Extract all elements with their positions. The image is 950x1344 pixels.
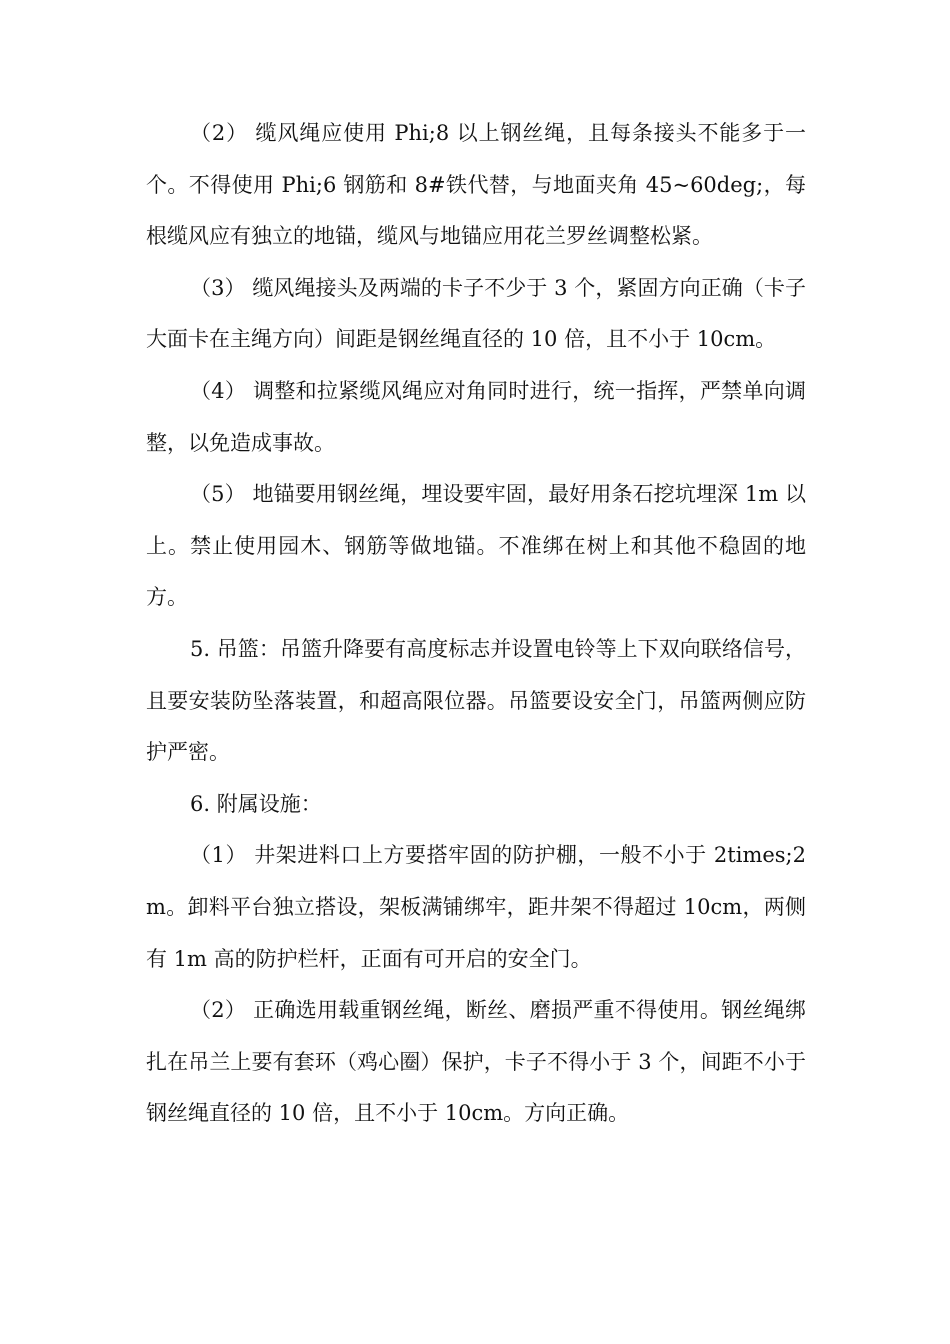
document-body	[146, 108, 806, 1140]
paragraph-guy-rope-tensioning: （4） 调整和拉紧缆风绳应对角同时进行，统一指挥，严禁单向调整，以免造成事故。	[146, 378, 806, 455]
paragraph-protective-shed: （1） 井架进料口上方要搭牢固的防护棚，一般不小于 2times;2m。卸料平台独立搭设，架板满铺绑牢，距井架不得超过 10cm，两侧有 1m 高的防护栏杆，正面有可开启的安全门。	[146, 843, 806, 971]
paragraph-guy-rope-clamps: （3） 缆风绳接头及两端的卡子不少于 3 个，紧固方向正确（卡子大面卡在主绳方向）间距是钢丝绳直径的 10 倍，且不小于 10cm。	[146, 275, 806, 352]
paragraph-guy-rope-material: （2） 缆风绳应使用 Phi;8 以上钢丝绳，且每条接头不能多于一个。不得使用 Phi;6 钢筋和 8#铁代替，与地面夹角 45~60deg;，每根缆风应有独立的地锚，缆风与地锚应用花兰罗丝调整松紧。	[146, 121, 806, 249]
section-heading-ancillary-facilities: 6. 附属设施：	[190, 791, 322, 816]
paragraph-hanging-basket: 5. 吊篮：吊篮升降要有高度标志并设置电铃等上下双向联络信号，且要安装防坠落装置，和超高限位器。吊篮要设安全门，吊篮两侧应防护严密。	[146, 636, 806, 765]
paragraph-load-wire-rope: （2） 正确选用载重钢丝绳，断丝、磨损严重不得使用。钢丝绳绑扎在吊兰上要有套环（鸡心圈）保护，卡子不得小于 3 个，间距不小于钢丝绳直径的 10 倍，且不小于 10cm。方向正确。	[146, 998, 806, 1126]
paragraph-ground-anchor: （5） 地锚要用钢丝绳，埋设要牢固，最好用条石挖坑埋深 1m 以上。禁止使用园木、钢筋等做地锚。不准绑在树上和其他不稳固的地方。	[146, 482, 806, 610]
